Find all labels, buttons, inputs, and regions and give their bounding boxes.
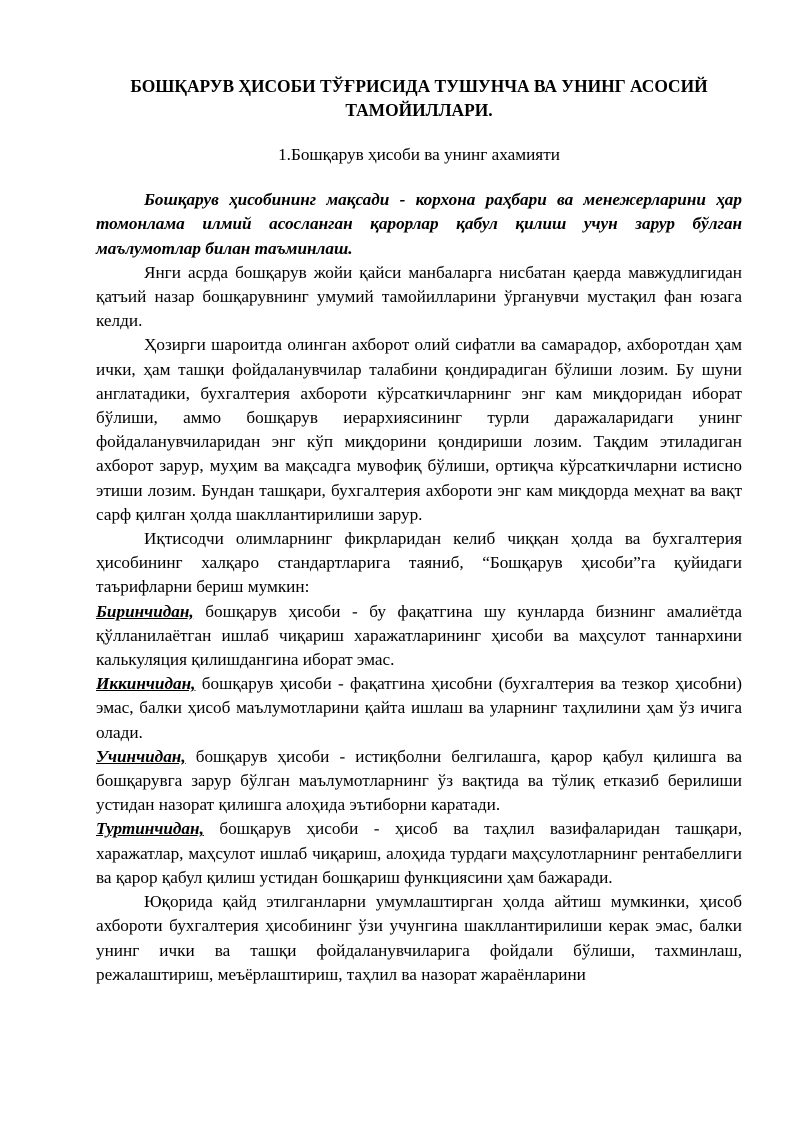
definition-label: Иккинчидан, xyxy=(96,674,196,694)
definition-point xyxy=(96,672,742,745)
definition-text: бошқарув ҳисоби - истиқболни белгилашга, қарор қабул қилишга ва бошқарувга зарур бўлган маълумотларнинг ўз вақтида ва тўлиқ етказиб берилиши устидан назорат қилишга алоҳида эътиборни каратади. xyxy=(96,746,742,815)
definition-label: Туртинчидан, xyxy=(96,819,204,839)
body-paragraph: Ҳозирги шароитда олинган ахборот олий сифатли ва самарадор, ахборотдан ҳам ички, ҳам ташқи фойдаланувчилар талабини қондирадиган бўлиши лозим. Бу шуни англатадики, бухгалтерия ахбороти кўрсаткичларнинг энг кам миқдоридан иборат бўлиши, аммо бошқарув иерархиясининг турли даражаларидаги унинг фойдаланувчиларидан энг кўп миқдорини қондириши лозим. Тақдим этиладиган ахборот зарур, муҳим ва мақсадга мувофиқ бўлиши, ортиқча кўрсаткичларни истисно этиши лозим. Бундан ташқари, бухгалтерия ахбороти энг кам миқдорда меҳнат ва вақт сарф қилган ҳолда шакллантирилиши зарур. xyxy=(96,335,742,524)
definition-text: бошқарув ҳисоби - ҳисоб ва таҳлил вазифаларидан ташқари, харажатлар, маҳсулот ишлаб чиқариш, алоҳида турдаги маҳсулотларнинг рентабеллиги ва қарор қабул қилиш устидан бошқариш функциясини ҳам бажаради. xyxy=(96,819,742,887)
definition-label: Биринчидан, xyxy=(96,601,194,621)
document-title: БОШҚАРУВ ҲИСОБИ ТЎҒРИСИДА ТУШУНЧА ВА УНИНГ АСОСИЙ ТАМОЙИЛЛАРИ. xyxy=(130,76,708,120)
document-page xyxy=(96,62,742,987)
definition-point xyxy=(96,817,742,890)
definition-point xyxy=(96,745,742,818)
body-paragraph: Иқтисодчи олимларнинг фикрларидан келиб чиққан ҳолда ва бухгалтерия ҳисобининг халқаро стандартларига таяниб, “Бошқарув ҳисоби”га қуйидаги таърифларни бериш мумкин: xyxy=(96,529,742,597)
body-paragraph: Янги асрда бошқарув жойи қайси манбаларга нисбатан қаерда мавжудлигидан қатъий назар бошқарувнинг умумий тамойилларини ўрганувчи мустақил фан юзага келди. xyxy=(96,262,742,331)
definition-text: бошқарув ҳисоби - бу фақатгина шу кунларда бизнинг амалиётда қўлланилаётган ишлаб чиқариш харажатларининг ҳисоби ва маҳсулот таннархини калькуляция қилишдангина иборат эмас. xyxy=(96,601,742,670)
lead-paragraph: Бошқарув ҳисобининг мақсади - корхона раҳбари ва менежерларини ҳар томонлама илмий асосланган қарорлар қабул қилиш учун зарур бўлган маълумотлар билан таъминлаш. xyxy=(96,190,742,258)
definition-label: Учинчидан, xyxy=(96,746,186,766)
definition-text: бошқарув ҳисоби - фақатгина ҳисобни (бухгалтерия ва тезкор ҳисобни) эмас, балки ҳисоб маълумотларини қайта ишлаш ва уларнинг таҳлилини ҳам ўз ичига олади. xyxy=(96,674,742,742)
definition-point xyxy=(96,600,742,673)
section-heading: 1.Бошқарув ҳисоби ва унинг ахамияти xyxy=(278,145,560,164)
closing-paragraph: Юқорида қайд этилганларни умумлаштирган ҳолда айтиш мумкинки, ҳисоб ахбороти бухгалтерия ҳисобининг ўзи учунгина шакллантирилиши керак эмас, балки унинг ички ва ташқи фойдаланувчиларига фойдали бўлиши, тахминлаш, режалаштириш, меъёрлаштириш, таҳлил ва назорат жараёнларини xyxy=(96,892,742,984)
